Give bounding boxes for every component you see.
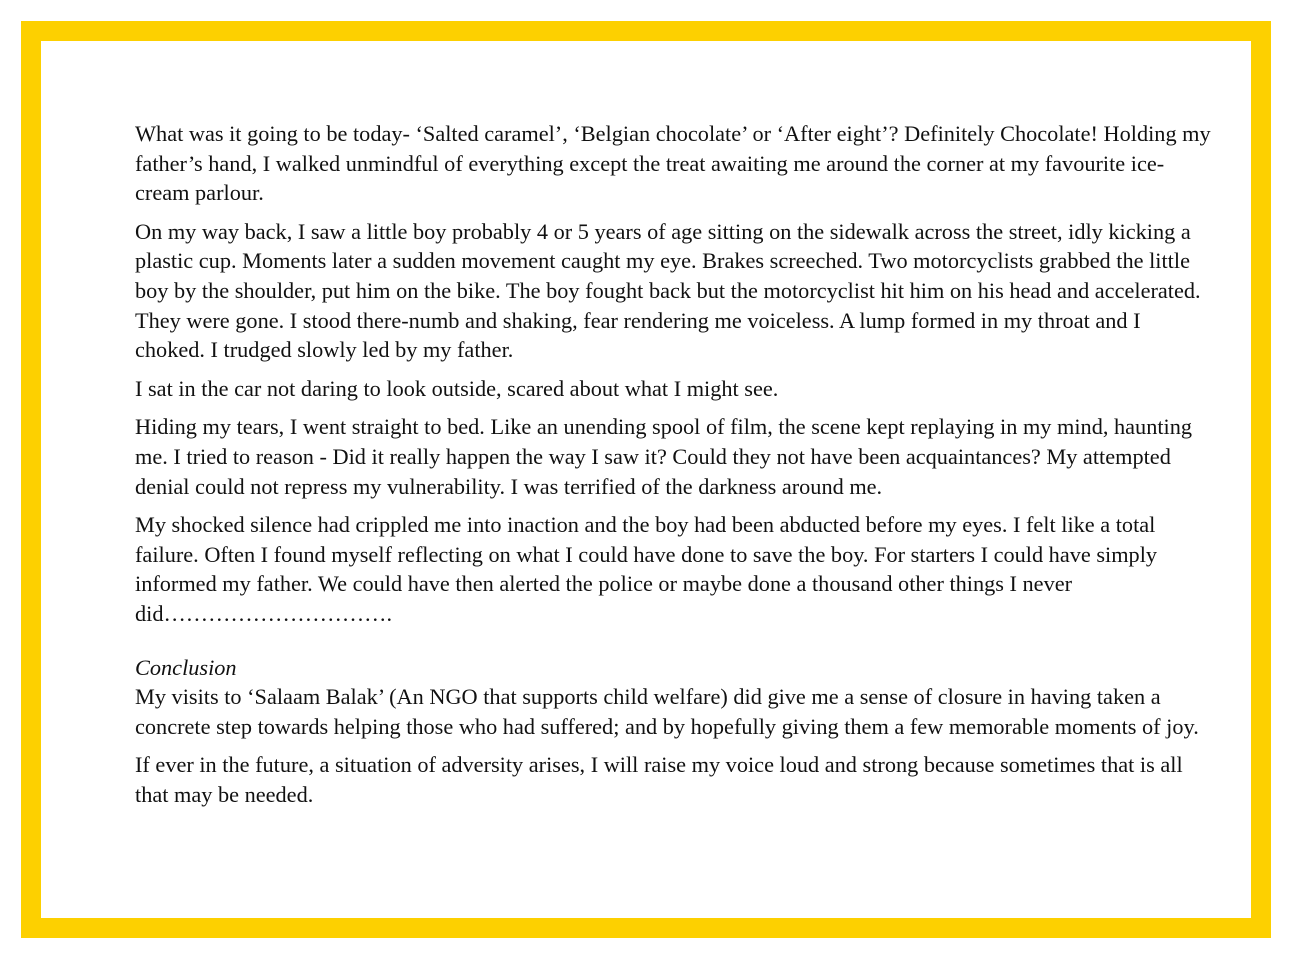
paragraph-failure: My shocked silence had crippled me into inaction and the boy had been abducted before my eyes. I felt like a total failure. Often I found myself reflecting on what I could have done to save the boy. For starters I could have simply informed my father. We could have then alerted the police or maybe done a thousand other things I never did…………………………. bbox=[135, 512, 1158, 626]
yellow-border-frame bbox=[21, 21, 1271, 938]
paragraph-bed: Hiding my tears, I went straight to bed. Like an unending spool of film, the scene kept replaying in my mind, haunting me. I tried to reason - Did it really happen the way I saw it? Could they not have been acquaintances? My attempted denial could not repress my vulnerability. I was terrified of the darkness around me. bbox=[135, 414, 1193, 499]
paragraph-ngo: My visits to ‘Salaam Balak’ (An NGO that supports child welfare) did give me a sense of closure in having taken a concrete step towards helping those who had suffered; and by hopefully giving them a few memorable moments of joy. bbox=[135, 684, 1199, 739]
paragraph-intro: What was it going to be today- ‘Salted caramel’, ‘Belgian chocolate’ or ‘After eight’? Definitely Chocolate! Holding my father’s hand, I walked unmindful of everything except the treat awaiting me around the corner at my favourite ice-cream parlour. bbox=[135, 121, 1211, 206]
essay-body bbox=[135, 119, 1215, 818]
paragraph-car: I sat in the car not daring to look outside, scared about what I might see. bbox=[135, 375, 779, 401]
paragraph-future: If ever in the future, a situation of adversity arises, I will raise my voice loud and strong because sometimes that is all that may be needed. bbox=[135, 752, 1183, 807]
conclusion-heading: Conclusion bbox=[135, 654, 237, 680]
paragraph-abduction: On my way back, I saw a little boy probably 4 or 5 years of age sitting on the sidewalk across the street, idly kicking a plastic cup. Moments later a sudden movement caught my eye. Brakes screeched. Two motorcyclists grabbed the little boy by the shoulder, put him on the bike. The boy fought back but the motorcyclist hit him on his head and accelerated. They were gone. I stood there-numb and shaking, fear rendering me voiceless. A lump formed in my throat and I choked. I trudged slowly led by my father. bbox=[135, 218, 1201, 363]
